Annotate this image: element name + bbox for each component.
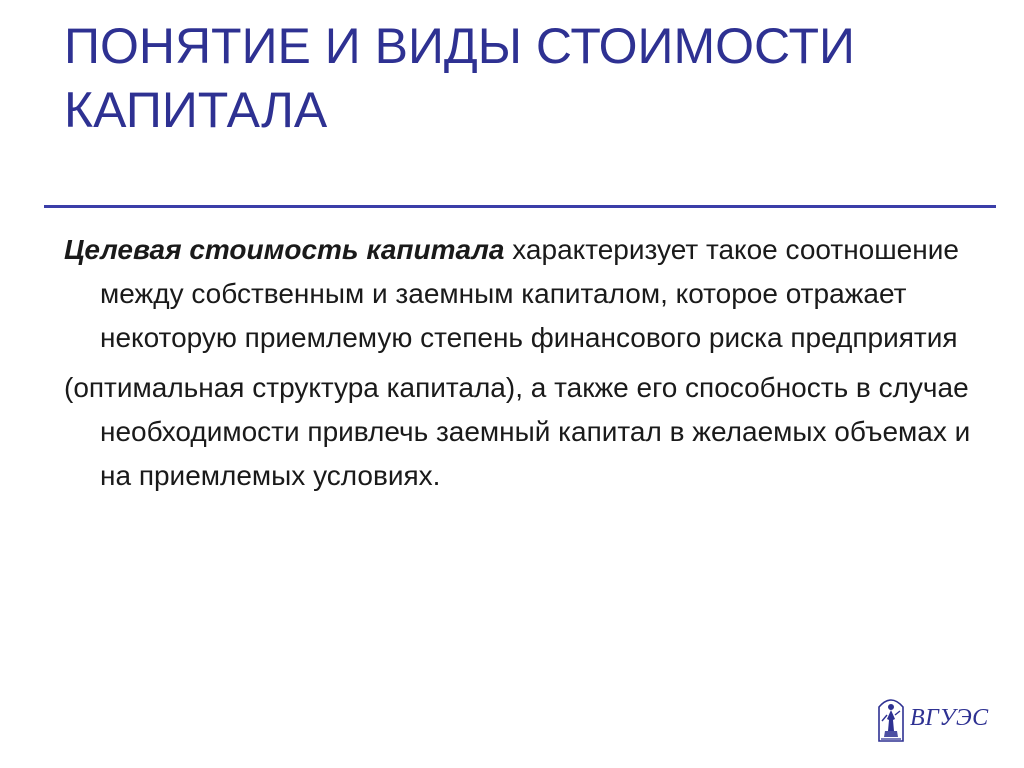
paragraph-lead-term: Целевая стоимость капитала [64,234,505,265]
vguas-logo [876,690,996,746]
paragraph-2-text: (оптимальная структура капитала), а также его способность в случае необходимости привлечь заемный капитал в желаемых объемах и на приемлемых условиях. [64,372,971,491]
logo-text: ВГУЭС [910,704,989,731]
slide-body [64,228,984,504]
title-divider [44,205,996,208]
body-paragraph-1 [64,228,984,360]
university-emblem-icon [876,693,906,743]
body-paragraph-2 [64,366,984,498]
paragraph-1-text: характеризует такое соотношение между собственным и заемным капиталом, которое отражает некоторую приемлемую степень финансового риска предприятия [100,234,959,353]
slide-title: ПОНЯТИЕ И ВИДЫ СТОИМОСТИ КАПИТАЛА [64,18,855,138]
